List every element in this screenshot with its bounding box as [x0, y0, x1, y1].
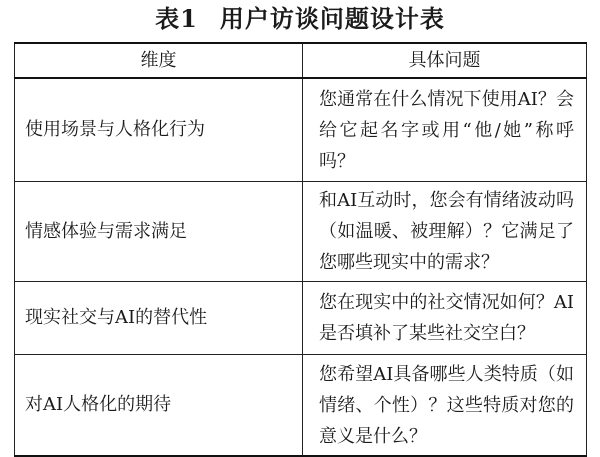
- header-question: 具体问题: [303, 43, 587, 78]
- table-title: 用户访谈问题设计表: [219, 4, 445, 33]
- dimension-cell: 对AI人格化的期待: [15, 355, 303, 457]
- header-dimension: 维度: [15, 43, 303, 78]
- table-row: [15, 78, 587, 182]
- question-cell: 您希望AI具备哪些人类特质（如情绪、个性）？这些特质对您的意义是什么？: [303, 355, 587, 457]
- dimension-cell: 情感体验与需求满足: [15, 182, 303, 282]
- question-cell: 和AI互动时，您会有情绪波动吗（如温暖、被理解）？它满足了您哪些现实中的需求？: [303, 182, 587, 282]
- table-header-row: [15, 43, 587, 78]
- dimension-cell: 使用场景与人格化行为: [15, 78, 303, 182]
- question-cell: 您在现实中的社交情况如何？AI是否填补了某些社交空白？: [303, 282, 587, 355]
- dimension-cell: 现实社交与AI的替代性: [15, 282, 303, 355]
- table-row: [15, 355, 587, 457]
- table-number: 表1: [155, 4, 198, 33]
- interview-question-table: [14, 42, 587, 457]
- table-caption: [0, 4, 600, 34]
- table-row: [15, 182, 587, 282]
- question-cell: 您通常在什么情况下使用AI？会给它起名字或用“他/她”称呼吗？: [303, 78, 587, 182]
- table-row: [15, 282, 587, 355]
